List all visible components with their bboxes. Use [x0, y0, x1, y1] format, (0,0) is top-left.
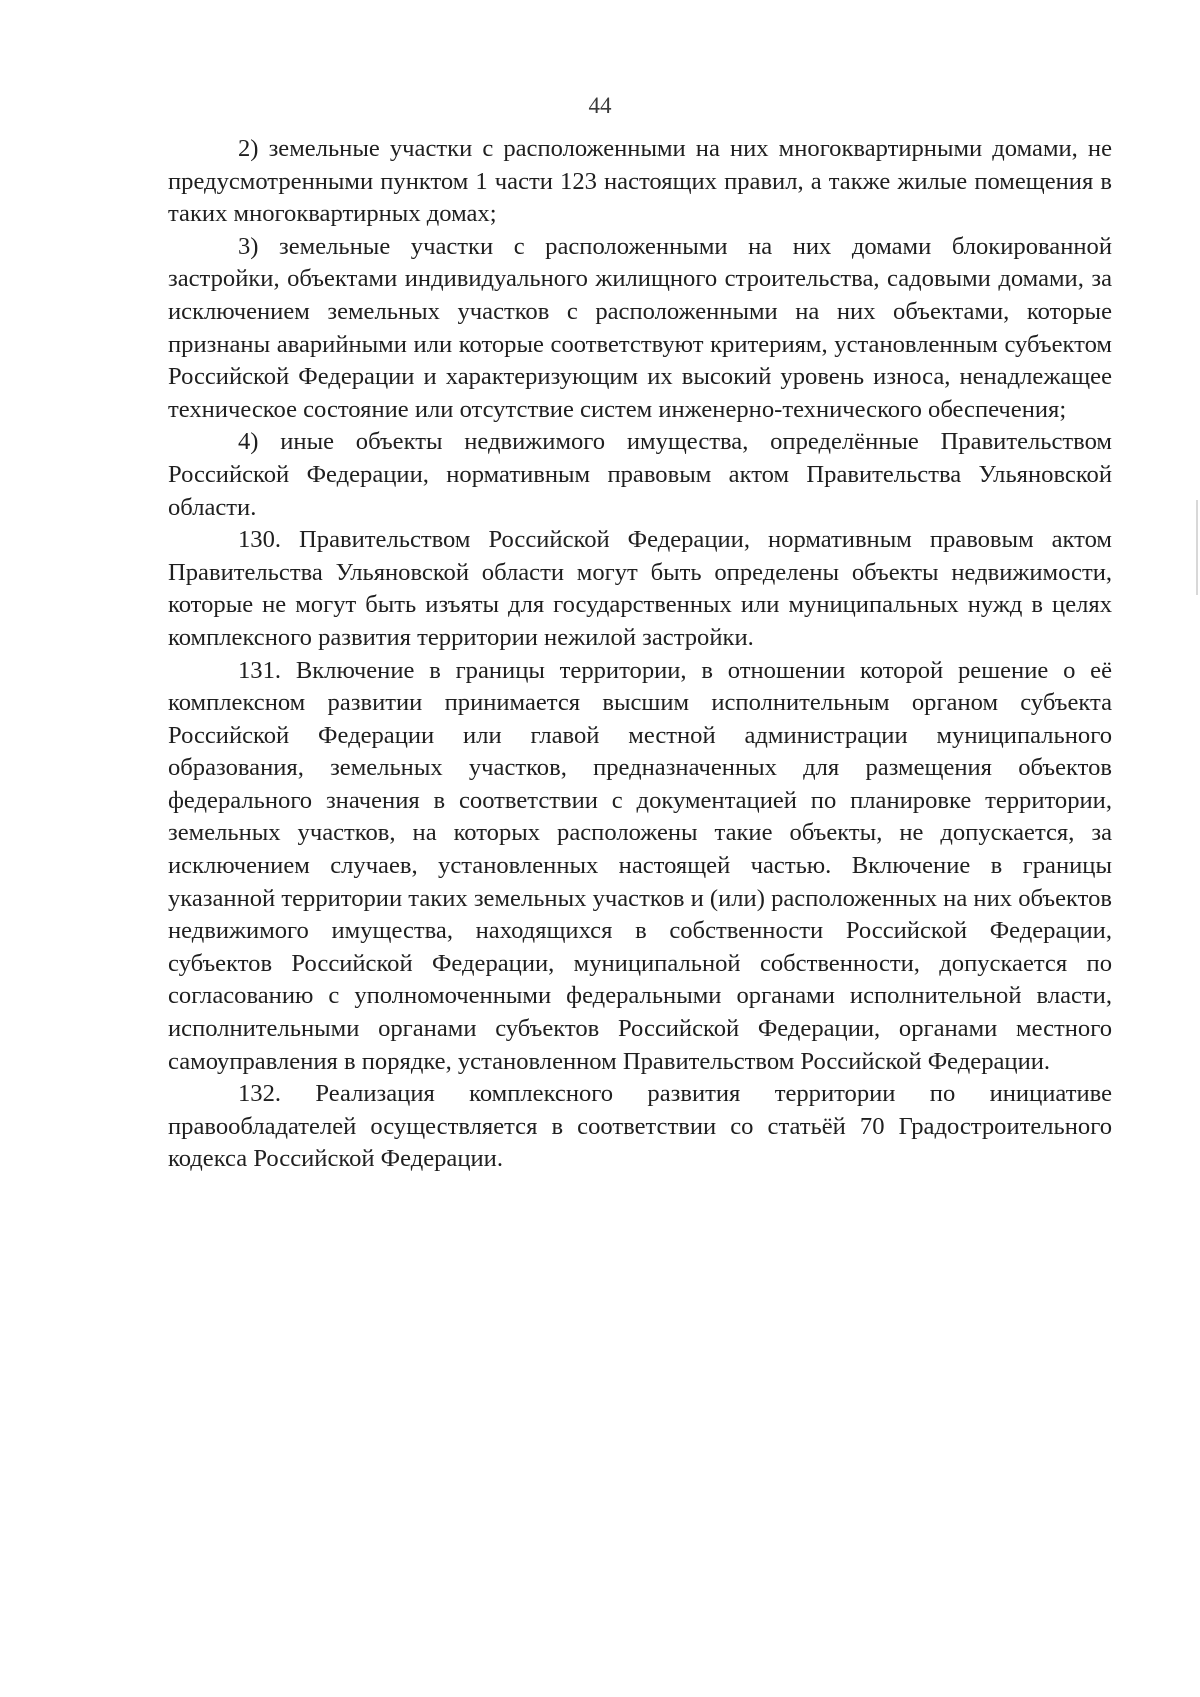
page-number: 44 — [588, 93, 612, 118]
paragraph-item-2: 2) земельные участки с расположенными на них многоквартирными домами, не предусмотренными пунктом 1 части 123 настоящих правил, а также жилые помещения в таких многоквартирных домах; — [168, 135, 1112, 228]
paragraph-item-4: 4) иные объекты недвижимого имущества, определённые Правительством Российской Федерации, нормативным правовым актом Правительства Ульяновской области. — [168, 428, 1112, 521]
scan-edge-mark — [1196, 500, 1198, 595]
paragraph-132: 132. Реализация комплексного развития территории по инициативе правообладателей осуществляется в соответствии со статьёй 70 Градостроительного кодекса Российской Федерации. — [168, 1080, 1112, 1173]
paragraph-item-3: 3) земельные участки с расположенными на них домами блокированной застройки, объектами индивидуального жилищного строительства, садовыми домами, за исключением земельных участков с расположенными на них объектами, которые признаны аварийными или которые соответствуют критериям, установленным субъектом Российской Федерации и характеризующим их высокий уровень износа, ненадлежащее техническое состояние или отсутствие систем инженерно-технического обеспечения; — [168, 232, 1112, 423]
paragraph-131: 131. Включение в границы территории, в отношении которой решение о её комплексном развитии принимается высшим исполнительным органом субъекта Российской Федерации или главой местной администрации муниципального образования, земельных участков, предназначенных для размещения объектов федерального значения в соответствии с документацией по планировке территории, земельных участков, на которых расположены такие объекты, не допускается, за исключением случаев, установленных настоящей частью. Включение в границы указанной территории таких земельных участков и (или) расположенных на них объектов недвижимого имущества, находящихся в собственности Российской Федерации, субъектов Российской Федерации, муниципальной собственности, допускается по согласованию с уполномоченными федеральными органами исполнительной власти, исполнительными органами субъектов Российской Федерации, органами местного самоуправления в порядке, установленном Правительством Российской Федерации. — [168, 656, 1112, 1075]
paragraph-130: 130. Правительством Российской Федерации, нормативным правовым актом Правительства Ульяновской области могут быть определены объекты недвижимости, которые не могут быть изъяты для государственных или муниципальных нужд в целях комплексного развития территории нежилой застройки. — [168, 526, 1112, 651]
document-body — [168, 133, 1112, 1176]
